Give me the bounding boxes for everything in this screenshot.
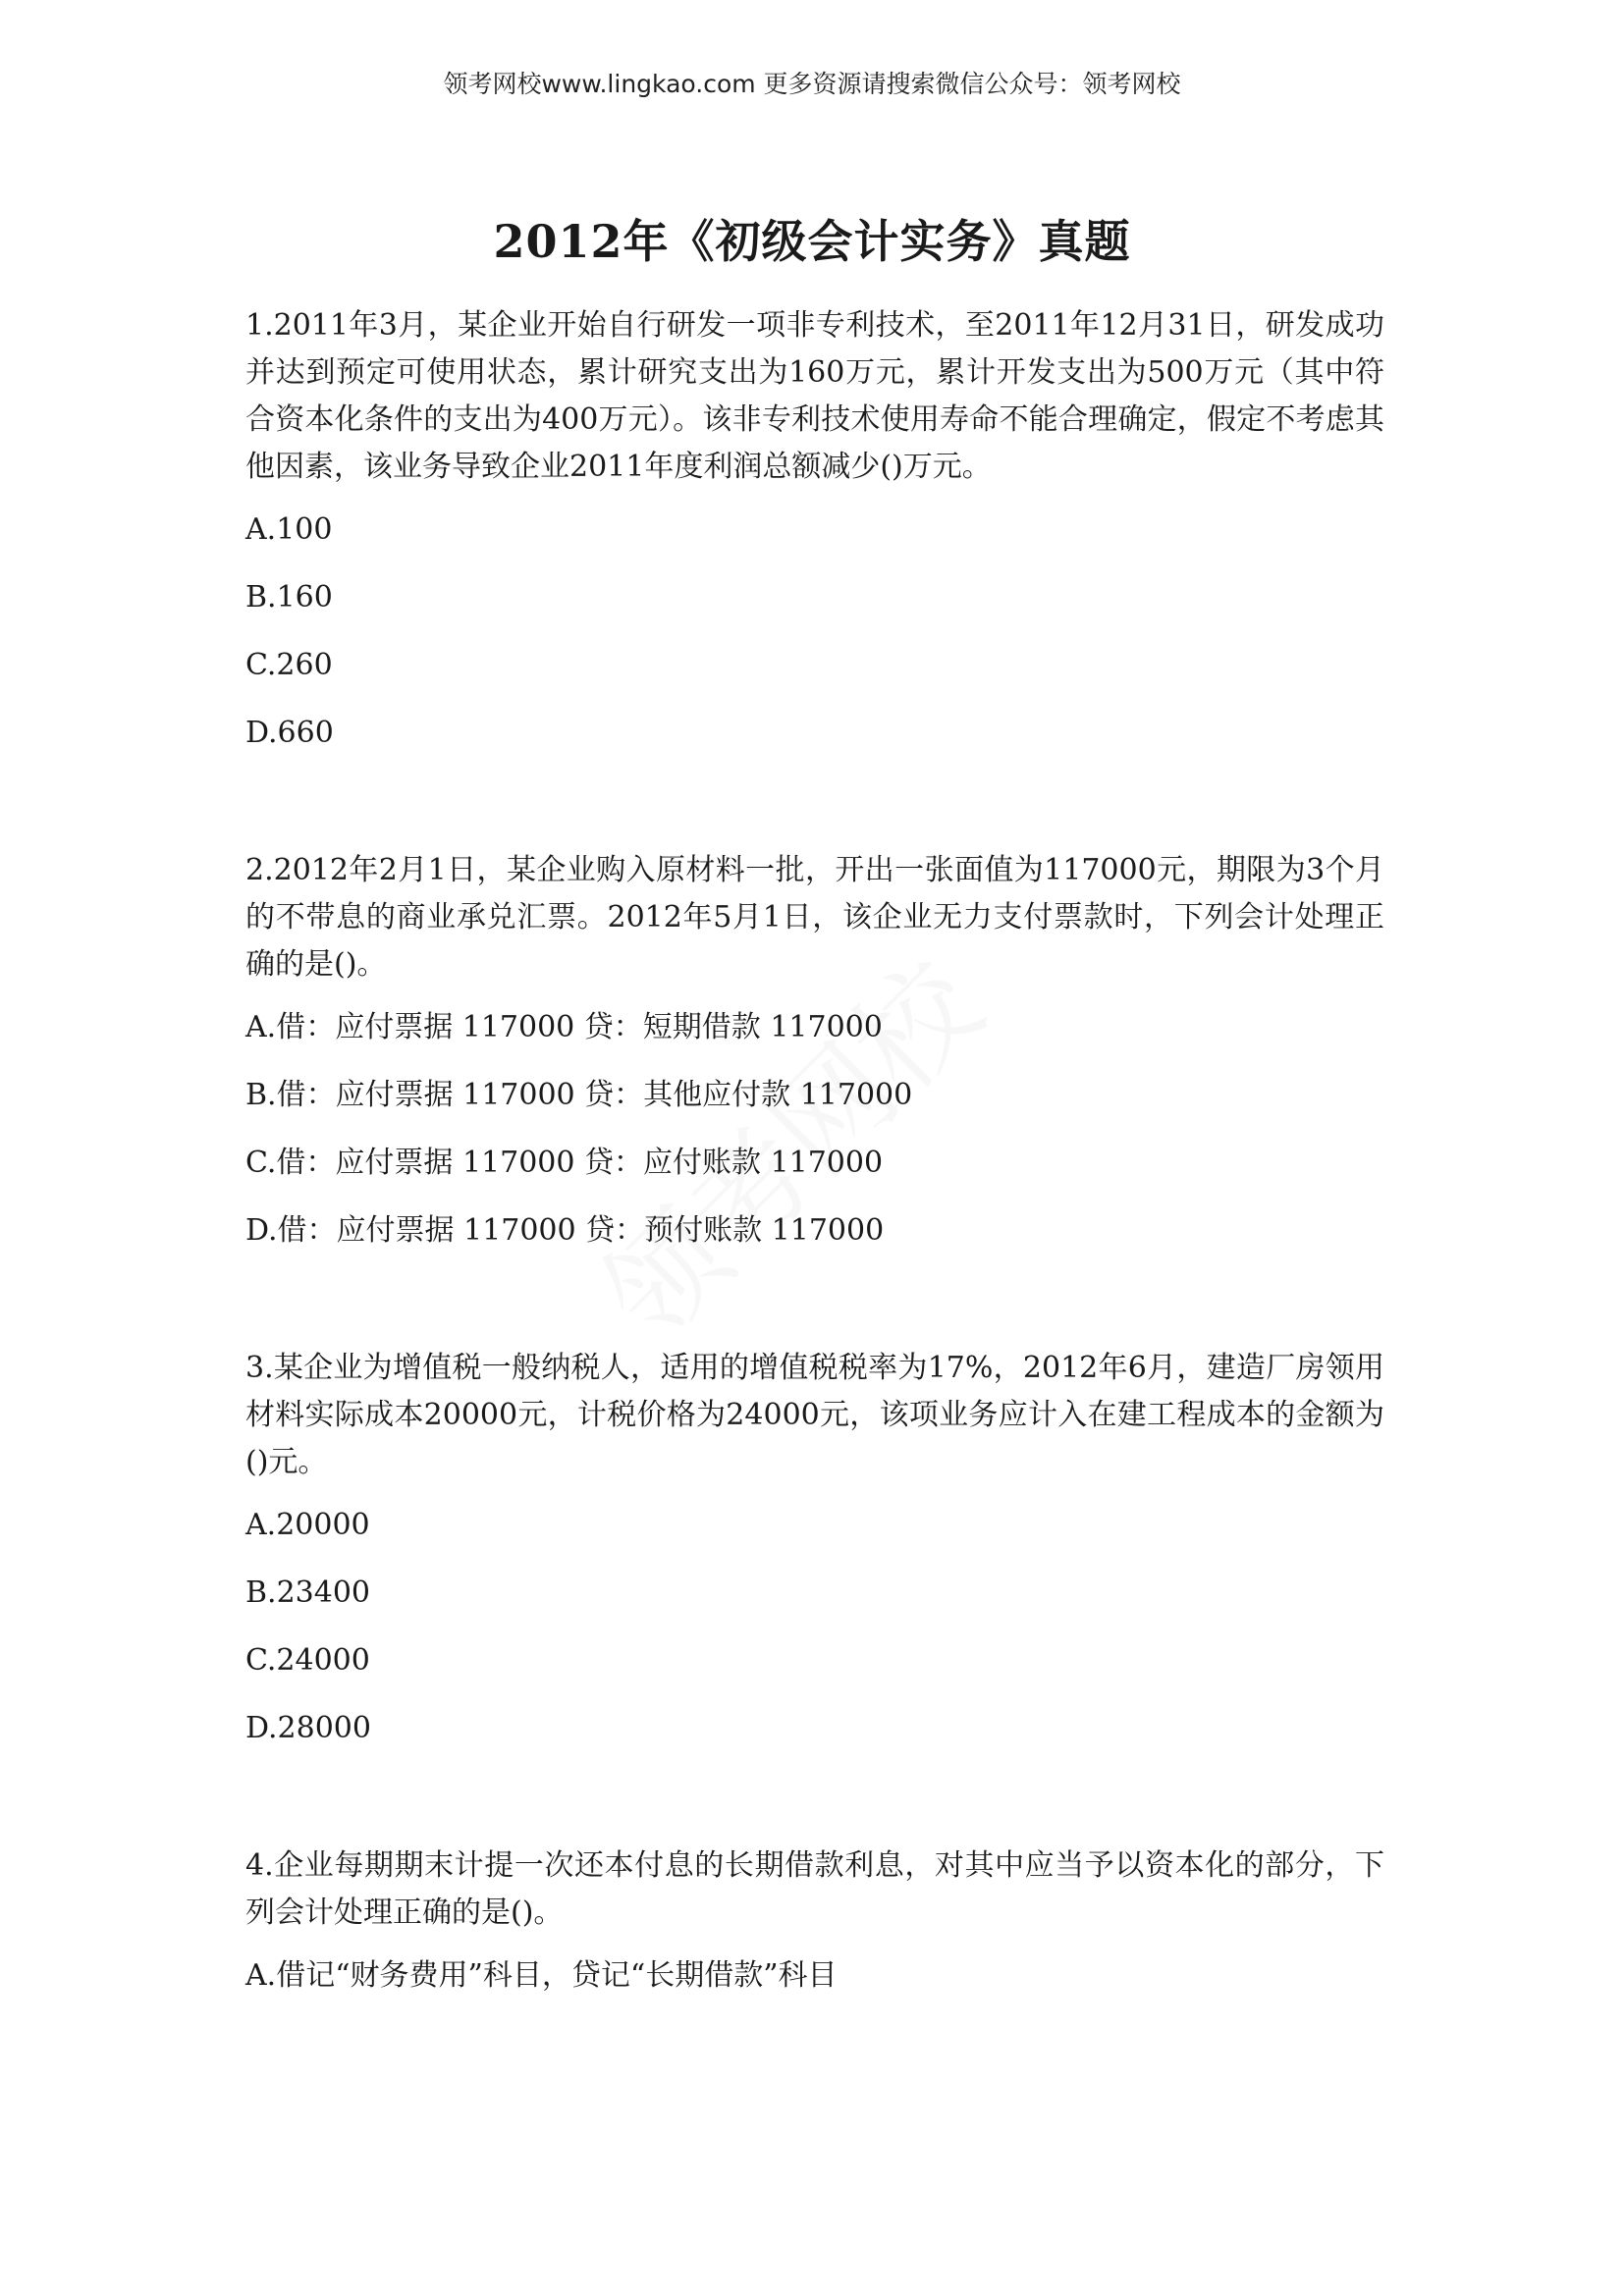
option-c: C.260 [245, 648, 333, 682]
option-a: A.借记“财务费用”科目，贷记“长期借款”科目 [245, 1958, 838, 1993]
question-1 [245, 302, 1384, 753]
option-d: D.28000 [245, 1711, 371, 1745]
question-3 [245, 1345, 1384, 1748]
option-b: B.借：应付票据 117000 贷：其他应付款 117000 [245, 1078, 913, 1112]
question-4 [245, 1842, 1384, 1996]
page-header: 领考网校www.lingkao.com 更多资源请搜索微信公众号：领考网校 [443, 70, 1181, 98]
option-b: B.160 [245, 580, 333, 614]
question-2 [245, 847, 1384, 1251]
option-a: A.20000 [245, 1508, 370, 1542]
option-b: B.23400 [245, 1575, 371, 1610]
option-a: A.借：应付票据 117000 贷：短期借款 117000 [245, 1010, 883, 1044]
option-d: D.660 [245, 716, 334, 750]
option-c: C.借：应付票据 117000 贷：应付账款 117000 [245, 1146, 884, 1180]
question-stem: 1.2011年3月，某企业开始自行研发一项非专利技术，至2011年12月31日，研发成功并达到预定可使用状态，累计研究支出为160万元，累计开发支出为500万元（其中符合资本化条件的支出为400万元）。该非专利技术使用寿命不能合理确定，假定不考虑其他因素，该业务导致企业2011年度利润总额减少()万元。 [245, 308, 1384, 484]
question-stem: 3.某企业为增值税一般纳税人，适用的增值税税率为17%，2012年6月，建造厂房领用材料实际成本20000元，计税价格为24000元，该项业务应计入在建工程成本的金额为()元。 [245, 1351, 1384, 1479]
option-a: A.100 [245, 512, 333, 547]
option-d: D.借：应付票据 117000 贷：预付账款 117000 [245, 1213, 885, 1248]
question-stem: 2.2012年2月1日，某企业购入原材料一批，开出一张面值为117000元，期限为3个月的不带息的商业承兑汇票。2012年5月1日，该企业无力支付票款时，下列会计处理正确的是()。 [245, 853, 1384, 982]
question-list [245, 302, 1384, 2024]
question-stem: 4.企业每期期末计提一次还本付息的长期借款利息，对其中应当予以资本化的部分，下列会计处理正确的是()。 [245, 1848, 1384, 1930]
option-c: C.24000 [245, 1643, 370, 1678]
page-title: 2012年《初级会计实务》真题 [493, 215, 1131, 268]
